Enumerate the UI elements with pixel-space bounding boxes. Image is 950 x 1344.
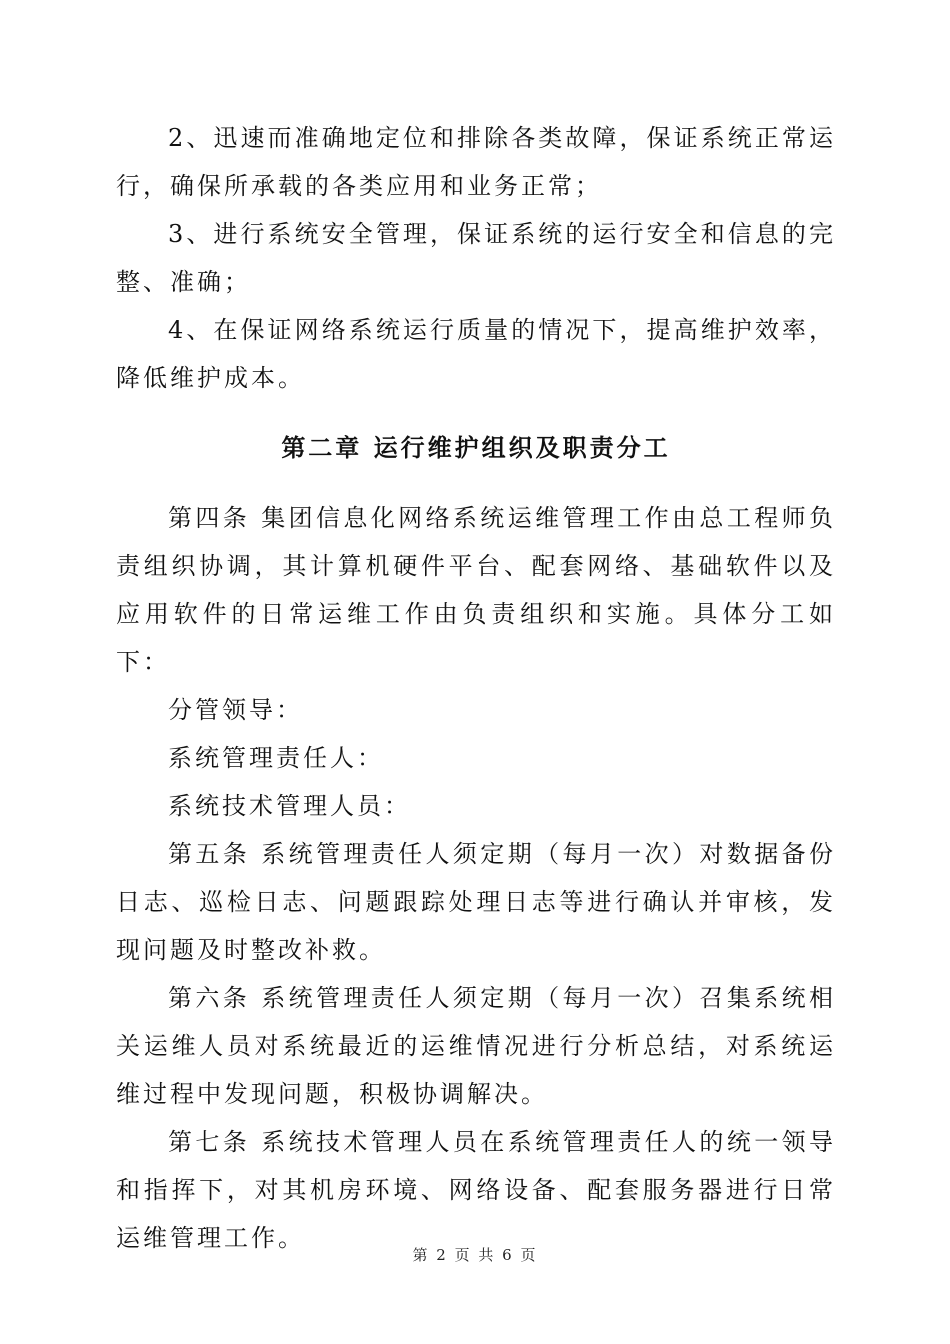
chapter-heading: 第二章 运行维护组织及职责分工 bbox=[281, 433, 671, 462]
role-technical-staff: 系统技术管理人员： bbox=[168, 792, 411, 820]
article-5: 第五条 系统管理责任人须定期（每月一次）对数据备份日志、巡检日志、问题跟踪处理日志等进行确认并审核，发现问题及时整改补救。 bbox=[116, 840, 836, 964]
article-6: 第六条 系统管理责任人须定期（每月一次）召集系统相关运维人员对系统最近的运维情况进行分析总结，对系统运维过程中发现问题，积极协调解决。 bbox=[116, 984, 836, 1108]
paragraph-item-2: 2、迅速而准确地定位和排除各类故障，保证系统正常运行，确保所承载的各类应用和业务正常； bbox=[116, 124, 836, 200]
paragraph-item-3: 3、进行系统安全管理，保证系统的运行安全和信息的完整、准确； bbox=[116, 220, 836, 296]
article-7: 第七条 系统技术管理人员在系统管理责任人的统一领导和指挥下，对其机房环境、网络设备、配套服务器进行日常运维管理工作。 bbox=[116, 1128, 836, 1252]
page-number-footer: 第 2 页 共 6 页 bbox=[412, 1246, 538, 1264]
article-4: 第四条 集团信息化网络系统运维管理工作由总工程师负责组织协调，其计算机硬件平台、配套网络、基础软件以及应用软件的日常运维工作由负责组织和实施。具体分工如下： bbox=[116, 504, 836, 676]
paragraph-item-4: 4、在保证网络系统运行质量的情况下，提高维护效率，降低维护成本。 bbox=[116, 316, 836, 392]
role-system-manager: 系统管理责任人： bbox=[168, 744, 384, 772]
role-leader: 分管领导： bbox=[168, 696, 303, 724]
document-body bbox=[116, 114, 836, 1262]
